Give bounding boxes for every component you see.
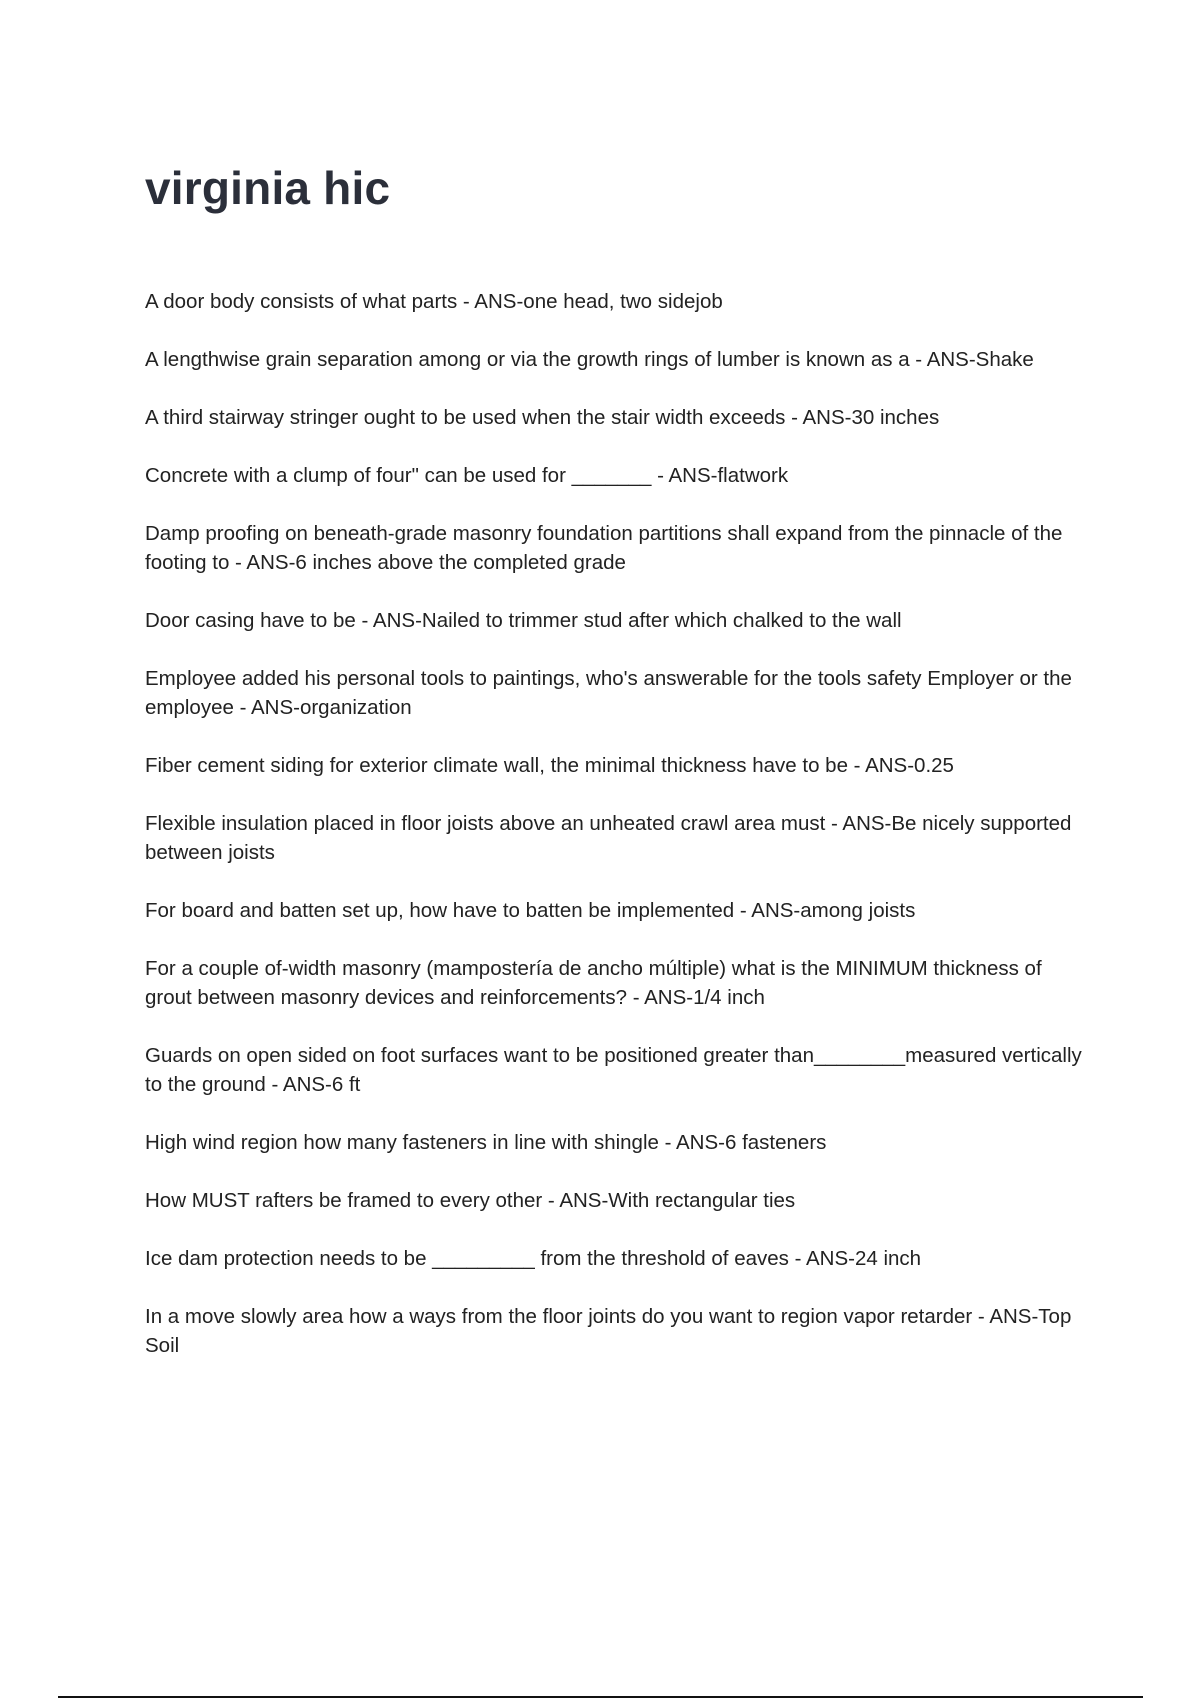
footer-divider — [58, 1696, 1143, 1698]
qa-item: A lengthwise grain separation among or via the growth rings of lumber is known as a - ANS-Shake — [145, 348, 1034, 371]
qa-item: For board and batten set up, how have to batten be implemented - ANS-among joists — [145, 899, 916, 922]
qa-item: Ice dam protection needs to be _________ from the threshold of eaves - ANS-24 inch — [145, 1247, 922, 1270]
qa-item: Employee added his personal tools to paintings, who's answerable for the tools safety Employer or the employee - ANS-organization — [145, 667, 1072, 719]
qa-item: How MUST rafters be framed to every other - ANS-With rectangular ties — [145, 1189, 796, 1212]
qa-list — [145, 287, 1090, 1389]
qa-item: For a couple of-width masonry (mampostería de ancho múltiple) what is the MINIMUM thickness of grout between masonry devices and reinforcements? - ANS-1/4 inch — [145, 957, 1042, 1009]
qa-item: A third stairway stringer ought to be used when the stair width exceeds - ANS-30 inches — [145, 406, 940, 429]
qa-item: High wind region how many fasteners in line with shingle - ANS-6 fasteners — [145, 1131, 827, 1154]
qa-item: A door body consists of what parts - ANS-one head, two sidejob — [145, 290, 723, 313]
qa-item: Flexible insulation placed in floor joists above an unheated crawl area must - ANS-Be nicely supported between joists — [145, 812, 1072, 864]
qa-item: Damp proofing on beneath-grade masonry foundation partitions shall expand from the pinnacle of the footing to - ANS-6 inches above the completed grade — [145, 522, 1063, 574]
qa-item: In a move slowly area how a ways from the floor joints do you want to region vapor retarder - ANS-Top Soil — [145, 1305, 1072, 1357]
qa-item: Door casing have to be - ANS-Nailed to trimmer stud after which chalked to the wall — [145, 609, 902, 632]
document-title: virginia hic — [145, 162, 391, 214]
qa-item: Concrete with a clump of four" can be used for _______ - ANS-flatwork — [145, 464, 789, 487]
qa-item: Fiber cement siding for exterior climate wall, the minimal thickness have to be - ANS-0.25 — [145, 754, 954, 777]
qa-item: Guards on open sided on foot surfaces want to be positioned greater than________measured vertically to the ground - ANS-6 ft — [145, 1044, 1082, 1096]
